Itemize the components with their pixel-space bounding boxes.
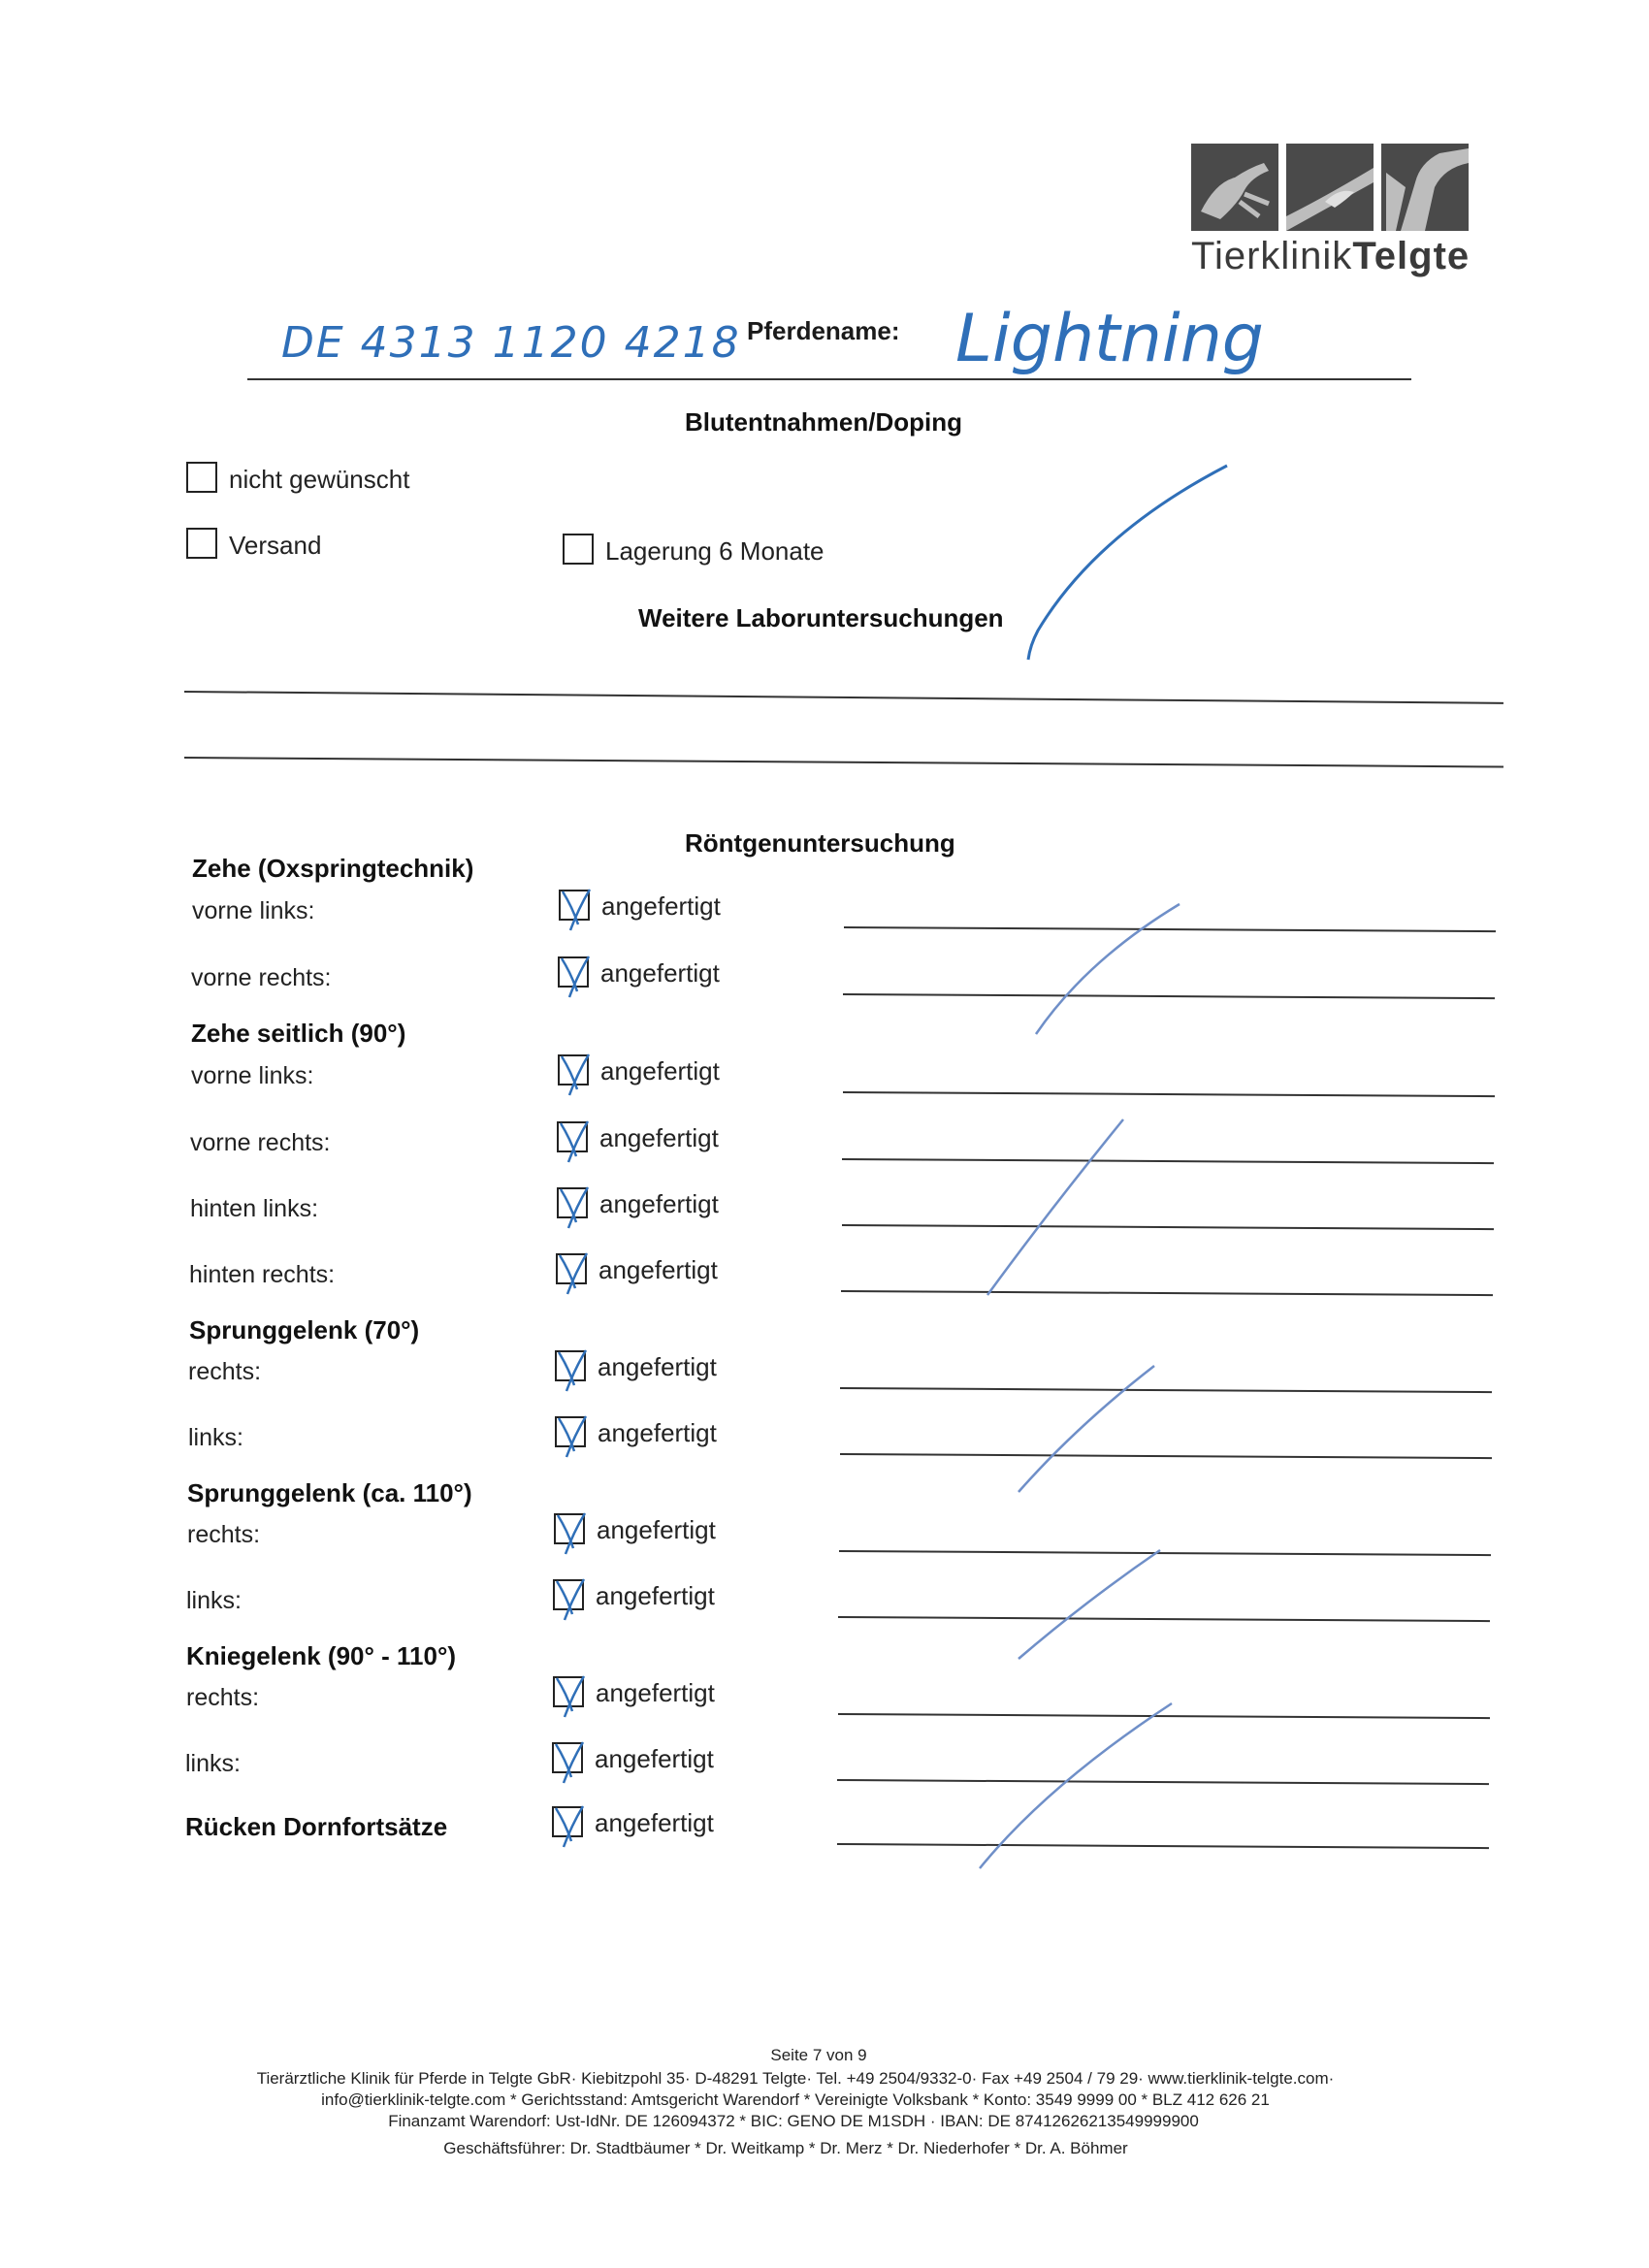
lagerung-label: Lagerung 6 Monate: [605, 536, 824, 566]
nicht-gewuenscht-label: nicht gewünscht: [229, 465, 410, 494]
brand-bold: Telgte: [1352, 235, 1471, 277]
xray-group-heading: Kniegelenk (90° - 110°): [186, 1641, 457, 1670]
xray-row-label: vorne rechts:: [190, 1129, 331, 1156]
xray-row-label: vorne links:: [191, 1062, 314, 1089]
footer-line-3: Finanzamt Warendorf: Ust-IdNr. DE 126094372 * BIC: GENO DE M1SDH · IBAN: DE 87412626213549999900: [388, 2112, 1199, 2130]
xray-row-label: vorne links:: [192, 897, 315, 924]
xray-row-label: hinten links:: [190, 1195, 319, 1222]
xray-group-heading: Sprunggelenk (ca. 110°): [187, 1478, 472, 1507]
angefertigt-label: angefertigt: [601, 891, 721, 921]
angefertigt-label: angefertigt: [596, 1581, 715, 1610]
xray-group-heading: Sprunggelenk (70°): [189, 1315, 420, 1345]
angefertigt-label: angefertigt: [595, 1808, 714, 1837]
xray-group-heading: Zehe (Oxspringtechnik): [192, 854, 474, 883]
xray-row-label: links:: [185, 1750, 241, 1777]
xray-title: Röntgenuntersuchung: [685, 828, 955, 858]
angefertigt-label: angefertigt: [596, 1678, 715, 1707]
xray-row-label: rechts:: [188, 1358, 262, 1385]
footer-line-4: Geschäftsführer: Dr. Stadtbäumer * Dr. Weitkamp * Dr. Merz * Dr. Niederhofer * Dr. A. Böhmer: [443, 2139, 1128, 2157]
xray-group-heading: Rücken Dornfortsätze: [185, 1812, 448, 1841]
angefertigt-label: angefertigt: [598, 1352, 717, 1381]
horse-name-label: Pferdename:: [747, 316, 900, 345]
lab-title: Weitere Laboruntersuchungen: [638, 603, 1004, 632]
brand-light: Tierklinik: [1191, 235, 1353, 277]
angefertigt-label: angefertigt: [597, 1515, 716, 1544]
xray-row-label: rechts:: [187, 1521, 261, 1548]
xray-row-label: vorne rechts:: [191, 964, 332, 991]
footer-line-1: Tierärztliche Klinik für Pferde in Telgte GbR· Kiebitzpohl 35· D-48291 Telgte· Tel. +49 2504/9332-0· Fax +49 2504 / 79 29· www.tierklinik-telgte.com·: [256, 2069, 1335, 2088]
versand-label: Versand: [229, 531, 322, 560]
angefertigt-label: angefertigt: [599, 1123, 719, 1152]
footer-page: Seite 7 von 9: [770, 2046, 867, 2064]
angefertigt-label: angefertigt: [600, 958, 720, 988]
angefertigt-label: angefertigt: [595, 1744, 714, 1773]
blood-title: Blutentnahmen/Doping: [685, 407, 962, 437]
xray-row-label: links:: [188, 1424, 243, 1451]
xray-row-label: rechts:: [186, 1684, 260, 1711]
xray-group-heading: Zehe seitlich (90°): [191, 1019, 406, 1048]
id-number: DE 4313 1120 4218: [281, 318, 741, 368]
angefertigt-label: angefertigt: [598, 1255, 718, 1284]
xray-row-label: links:: [186, 1587, 242, 1614]
xray-row-label: hinten rechts:: [189, 1261, 336, 1288]
footer-line-2: info@tierklinik-telgte.com * Gerichtsstand: Amtsgericht Warendorf * Vereinigte Volksbank * Konto: 3549 9999 00 * BLZ 412 626 21: [321, 2090, 1270, 2109]
angefertigt-label: angefertigt: [598, 1418, 717, 1447]
angefertigt-label: angefertigt: [600, 1056, 720, 1085]
horse-name-value: Lightning: [955, 301, 1264, 377]
angefertigt-label: angefertigt: [599, 1189, 719, 1218]
